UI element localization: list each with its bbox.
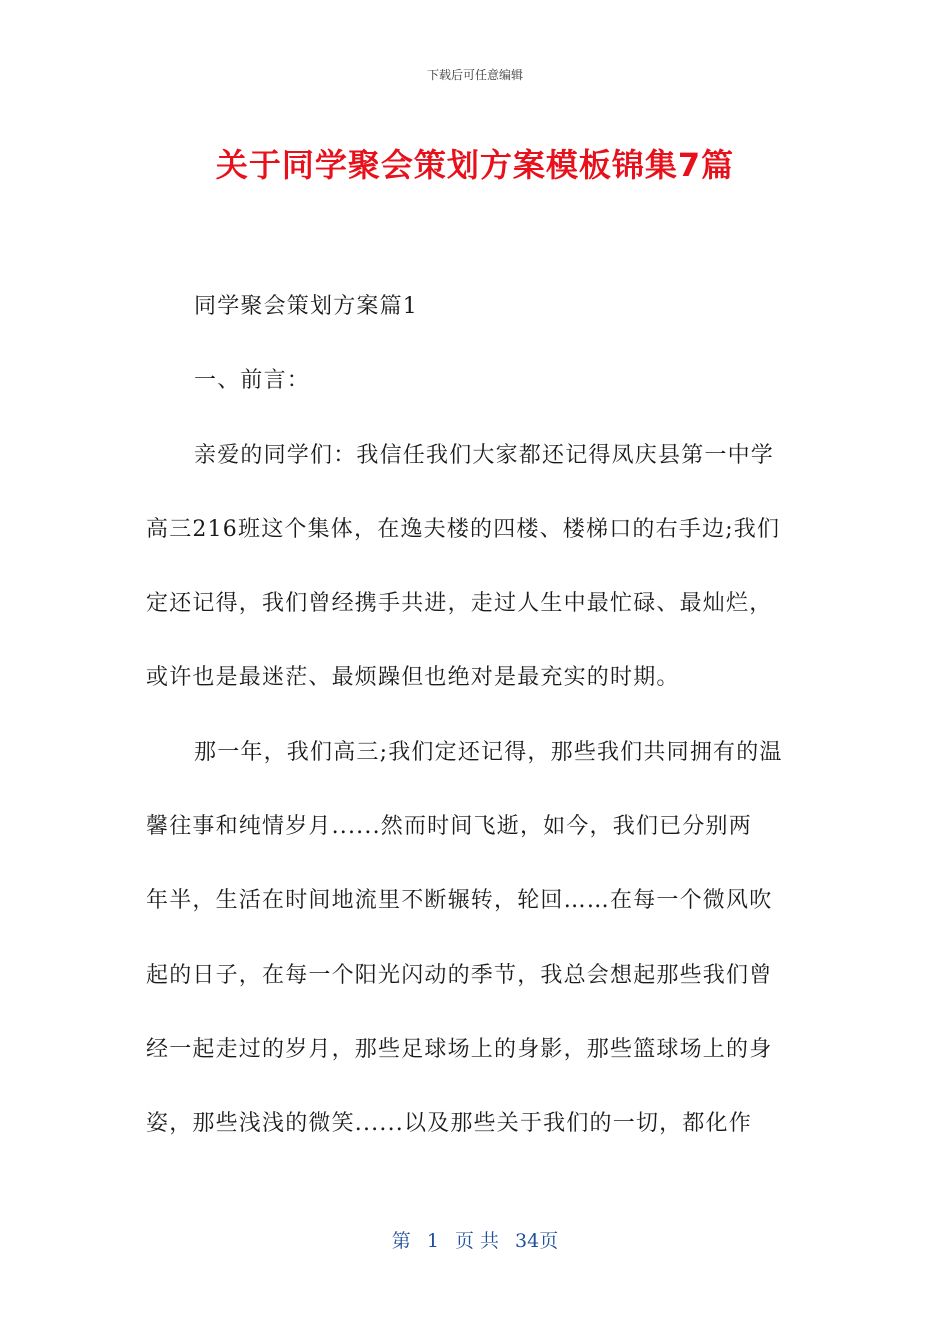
paragraph-line: 定还记得，我们曾经携手共进，走过人生中最忙碌、最灿烂，	[146, 591, 773, 617]
page-footer	[0, 1226, 950, 1253]
paragraph-line: 经一起走过的岁月，那些足球场上的身影，那些篮球场上的身	[146, 1036, 773, 1062]
footer-middle: 页 共	[454, 1230, 499, 1252]
footer-total: 34页	[515, 1230, 559, 1252]
document-body	[146, 270, 806, 1162]
header-note: 下载后可任意编辑	[426, 68, 523, 82]
paragraph-line: 高三216班这个集体，在逸夫楼的四楼、楼梯口的右手边;我们	[146, 516, 781, 542]
paragraph-line: 或许也是最迷茫、最烦躁但也绝对是最充实的时期。	[146, 665, 680, 691]
paragraph-line: 起的日子，在每一个阳光闪动的季节，我总会想起那些我们曾	[146, 962, 773, 988]
paragraph-line: 亲爱的同学们：我信任我们大家都还记得凤庆县第一中学	[194, 442, 775, 468]
paragraph-line: 馨往事和纯情岁月......然而时间飞逝，如今，我们已分别两	[146, 814, 752, 840]
footer-prefix: 第	[391, 1230, 411, 1252]
subheading: 一、前言：	[194, 368, 311, 394]
section-heading: 同学聚会策划方案篇1	[194, 294, 418, 319]
paragraph-line: 那一年，我们高三;我们定还记得，那些我们共同拥有的温	[194, 739, 783, 765]
document-title: 关于同学聚会策划方案模板锦集7篇	[215, 146, 735, 184]
paragraph-line: 年半，生活在时间地流里不断辗转，轮回……在每一个微风吹	[146, 888, 773, 914]
paragraph-line: 姿，那些浅浅的微笑......以及那些关于我们的一切，都化作	[146, 1111, 752, 1137]
footer-page-number: 1	[426, 1230, 439, 1252]
